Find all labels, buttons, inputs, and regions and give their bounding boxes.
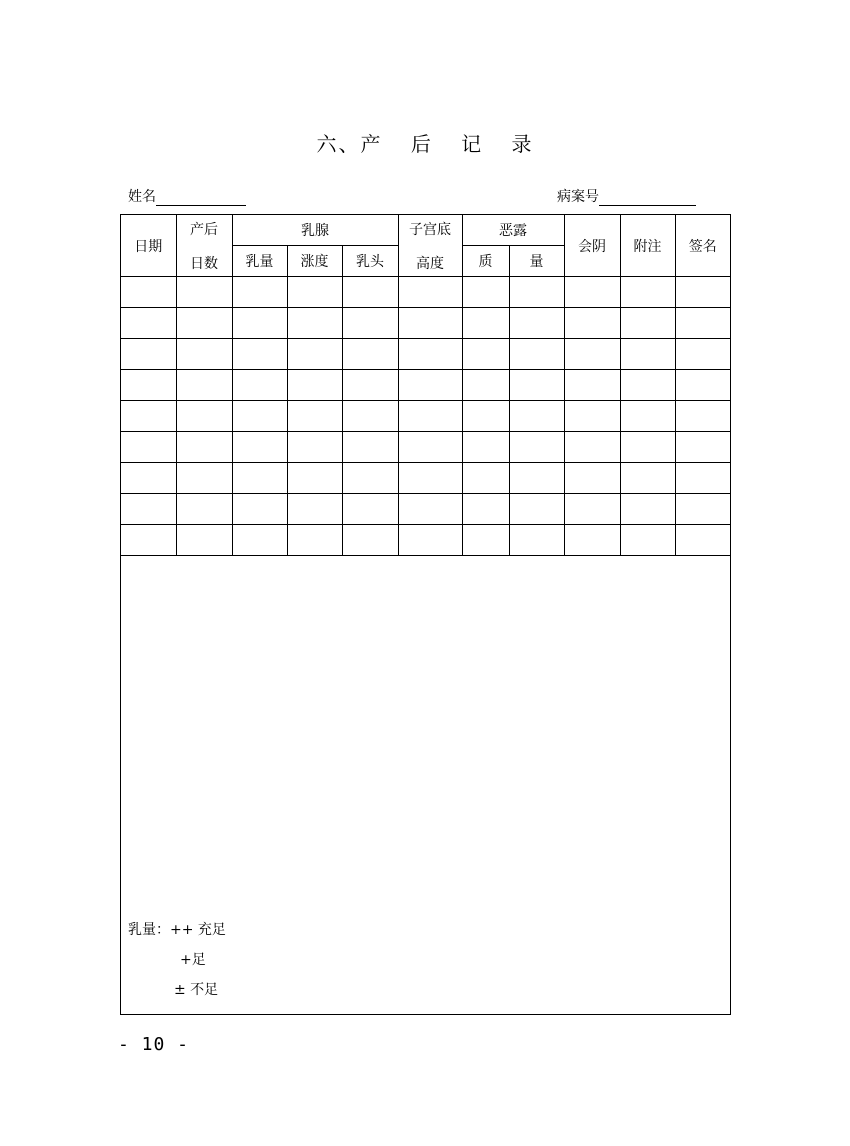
header-perineum: 会阴	[564, 215, 620, 277]
table-row	[121, 277, 730, 308]
table-cell[interactable]	[564, 494, 620, 525]
header-date: 日期	[121, 215, 176, 277]
table-cell[interactable]	[462, 277, 509, 308]
table-cell[interactable]	[176, 432, 232, 463]
table-cell[interactable]	[675, 308, 730, 339]
record-rows	[121, 277, 730, 556]
table-cell[interactable]	[620, 494, 675, 525]
table-cell[interactable]	[675, 339, 730, 370]
title-part: 后	[410, 132, 433, 156]
table-cell[interactable]	[398, 432, 462, 463]
header-signature: 签名	[675, 215, 730, 277]
table-cell[interactable]	[509, 432, 564, 463]
table-cell[interactable]	[462, 401, 509, 432]
name-label: 姓名	[128, 189, 156, 205]
header-postpartum-line2: 日数	[190, 255, 218, 272]
table-cell[interactable]	[398, 308, 462, 339]
table-cell[interactable]	[564, 463, 620, 494]
table-cell[interactable]	[398, 494, 462, 525]
table-cell[interactable]	[176, 339, 232, 370]
table-cell[interactable]	[620, 339, 675, 370]
case-number-blank[interactable]	[599, 191, 696, 206]
table-cell[interactable]	[462, 308, 509, 339]
table-cell[interactable]	[462, 463, 509, 494]
title-part: 录	[511, 132, 534, 156]
header-nipple: 乳头	[342, 246, 398, 277]
table-cell[interactable]	[675, 370, 730, 401]
header-lochia-amount: 量	[509, 246, 564, 277]
table-cell[interactable]	[462, 494, 509, 525]
table-cell[interactable]	[462, 525, 509, 556]
table-cell[interactable]	[121, 401, 176, 432]
page-title	[0, 128, 850, 157]
table-cell[interactable]	[564, 339, 620, 370]
table-row	[121, 432, 730, 463]
table-cell[interactable]	[509, 463, 564, 494]
table-cell[interactable]	[287, 463, 342, 494]
table-cell[interactable]	[121, 277, 176, 308]
header-lochia-quality: 质	[462, 246, 509, 277]
table-cell[interactable]	[232, 370, 287, 401]
table-cell[interactable]	[620, 401, 675, 432]
table-row	[121, 370, 730, 401]
table-cell[interactable]	[564, 308, 620, 339]
title-part: 六、产	[316, 132, 383, 156]
table-cell[interactable]	[398, 339, 462, 370]
table-cell[interactable]	[121, 525, 176, 556]
table-cell[interactable]	[564, 432, 620, 463]
table-row	[121, 339, 730, 370]
table-cell[interactable]	[287, 494, 342, 525]
table-cell[interactable]	[398, 401, 462, 432]
table-cell[interactable]	[287, 432, 342, 463]
header-fundus-height	[398, 215, 462, 277]
table-cell[interactable]	[462, 370, 509, 401]
table-cell[interactable]	[232, 432, 287, 463]
table-cell[interactable]	[620, 308, 675, 339]
table-cell[interactable]	[509, 308, 564, 339]
table-cell[interactable]	[232, 339, 287, 370]
table-cell[interactable]	[232, 463, 287, 494]
milk-legend	[128, 915, 226, 1005]
table-cell[interactable]	[564, 401, 620, 432]
table-cell[interactable]	[232, 494, 287, 525]
header-postpartum-line1: 产后	[190, 221, 218, 238]
table-cell[interactable]	[509, 494, 564, 525]
table-cell[interactable]	[462, 432, 509, 463]
table-cell[interactable]	[121, 432, 176, 463]
table-cell[interactable]	[342, 277, 398, 308]
table-cell[interactable]	[176, 277, 232, 308]
case-number-label: 病案号	[557, 189, 599, 205]
table-cell[interactable]	[620, 463, 675, 494]
table-cell[interactable]	[176, 401, 232, 432]
table-cell[interactable]	[121, 370, 176, 401]
table-cell[interactable]	[509, 401, 564, 432]
table-cell[interactable]	[287, 370, 342, 401]
table-cell[interactable]	[675, 432, 730, 463]
table-cell[interactable]	[675, 463, 730, 494]
header-swelling: 涨度	[287, 246, 342, 277]
table-cell[interactable]	[176, 494, 232, 525]
table-cell[interactable]	[620, 370, 675, 401]
table-cell[interactable]	[564, 525, 620, 556]
table-cell[interactable]	[232, 277, 287, 308]
table-cell[interactable]	[620, 277, 675, 308]
table-row	[121, 463, 730, 494]
title-part: 记	[461, 132, 484, 156]
table-row	[121, 308, 730, 339]
table-cell[interactable]	[509, 370, 564, 401]
table-cell[interactable]	[232, 401, 287, 432]
header-remarks: 附注	[620, 215, 675, 277]
postpartum-record-form	[120, 214, 731, 1015]
table-cell[interactable]	[342, 308, 398, 339]
table-cell[interactable]	[342, 463, 398, 494]
page-number: - 10 -	[118, 1034, 190, 1055]
table-cell[interactable]	[176, 308, 232, 339]
table-cell[interactable]	[675, 494, 730, 525]
table-cell[interactable]	[342, 494, 398, 525]
table-cell[interactable]	[176, 370, 232, 401]
table-cell[interactable]	[287, 277, 342, 308]
table-row	[121, 401, 730, 432]
table-cell[interactable]	[287, 525, 342, 556]
table-cell[interactable]	[232, 308, 287, 339]
table-cell[interactable]	[121, 308, 176, 339]
table-cell[interactable]	[287, 308, 342, 339]
table-cell[interactable]	[287, 401, 342, 432]
record-table	[121, 215, 730, 556]
table-cell[interactable]	[121, 339, 176, 370]
table-cell[interactable]	[176, 463, 232, 494]
table-cell[interactable]	[620, 432, 675, 463]
table-cell[interactable]	[342, 401, 398, 432]
table-cell[interactable]	[564, 370, 620, 401]
table-cell[interactable]	[342, 432, 398, 463]
table-cell[interactable]	[398, 525, 462, 556]
header-fundus-line1: 子宫底	[409, 221, 452, 238]
table-cell[interactable]	[121, 463, 176, 494]
table-cell[interactable]	[509, 525, 564, 556]
table-cell[interactable]	[675, 277, 730, 308]
header-lochia: 恶露	[462, 215, 564, 246]
table-cell[interactable]	[398, 463, 462, 494]
case-number-field	[557, 186, 696, 206]
name-field	[128, 186, 246, 206]
legend-line-insufficient: ± 不足	[174, 982, 219, 998]
table-cell[interactable]	[176, 525, 232, 556]
table-cell[interactable]	[398, 277, 462, 308]
table-cell[interactable]	[620, 525, 675, 556]
table-cell[interactable]	[675, 401, 730, 432]
table-cell[interactable]	[232, 525, 287, 556]
legend-line-sufficient: +足	[180, 952, 206, 968]
table-cell[interactable]	[564, 277, 620, 308]
table-cell[interactable]	[398, 370, 462, 401]
legend-line-abundant: 乳量：++ 充足	[128, 922, 226, 938]
table-cell[interactable]	[342, 525, 398, 556]
table-cell[interactable]	[121, 494, 176, 525]
table-cell[interactable]	[342, 339, 398, 370]
table-cell[interactable]	[342, 370, 398, 401]
header-breast: 乳腺	[232, 215, 398, 246]
table-row	[121, 525, 730, 556]
header-postpartum-days	[176, 215, 232, 277]
table-cell[interactable]	[462, 339, 509, 370]
name-blank[interactable]	[156, 191, 246, 206]
table-cell[interactable]	[287, 339, 342, 370]
header-fundus-line2: 高度	[416, 255, 445, 272]
table-row	[121, 494, 730, 525]
header-milk-amount: 乳量	[232, 246, 287, 277]
table-cell[interactable]	[509, 277, 564, 308]
table-cell[interactable]	[509, 339, 564, 370]
table-cell[interactable]	[675, 525, 730, 556]
